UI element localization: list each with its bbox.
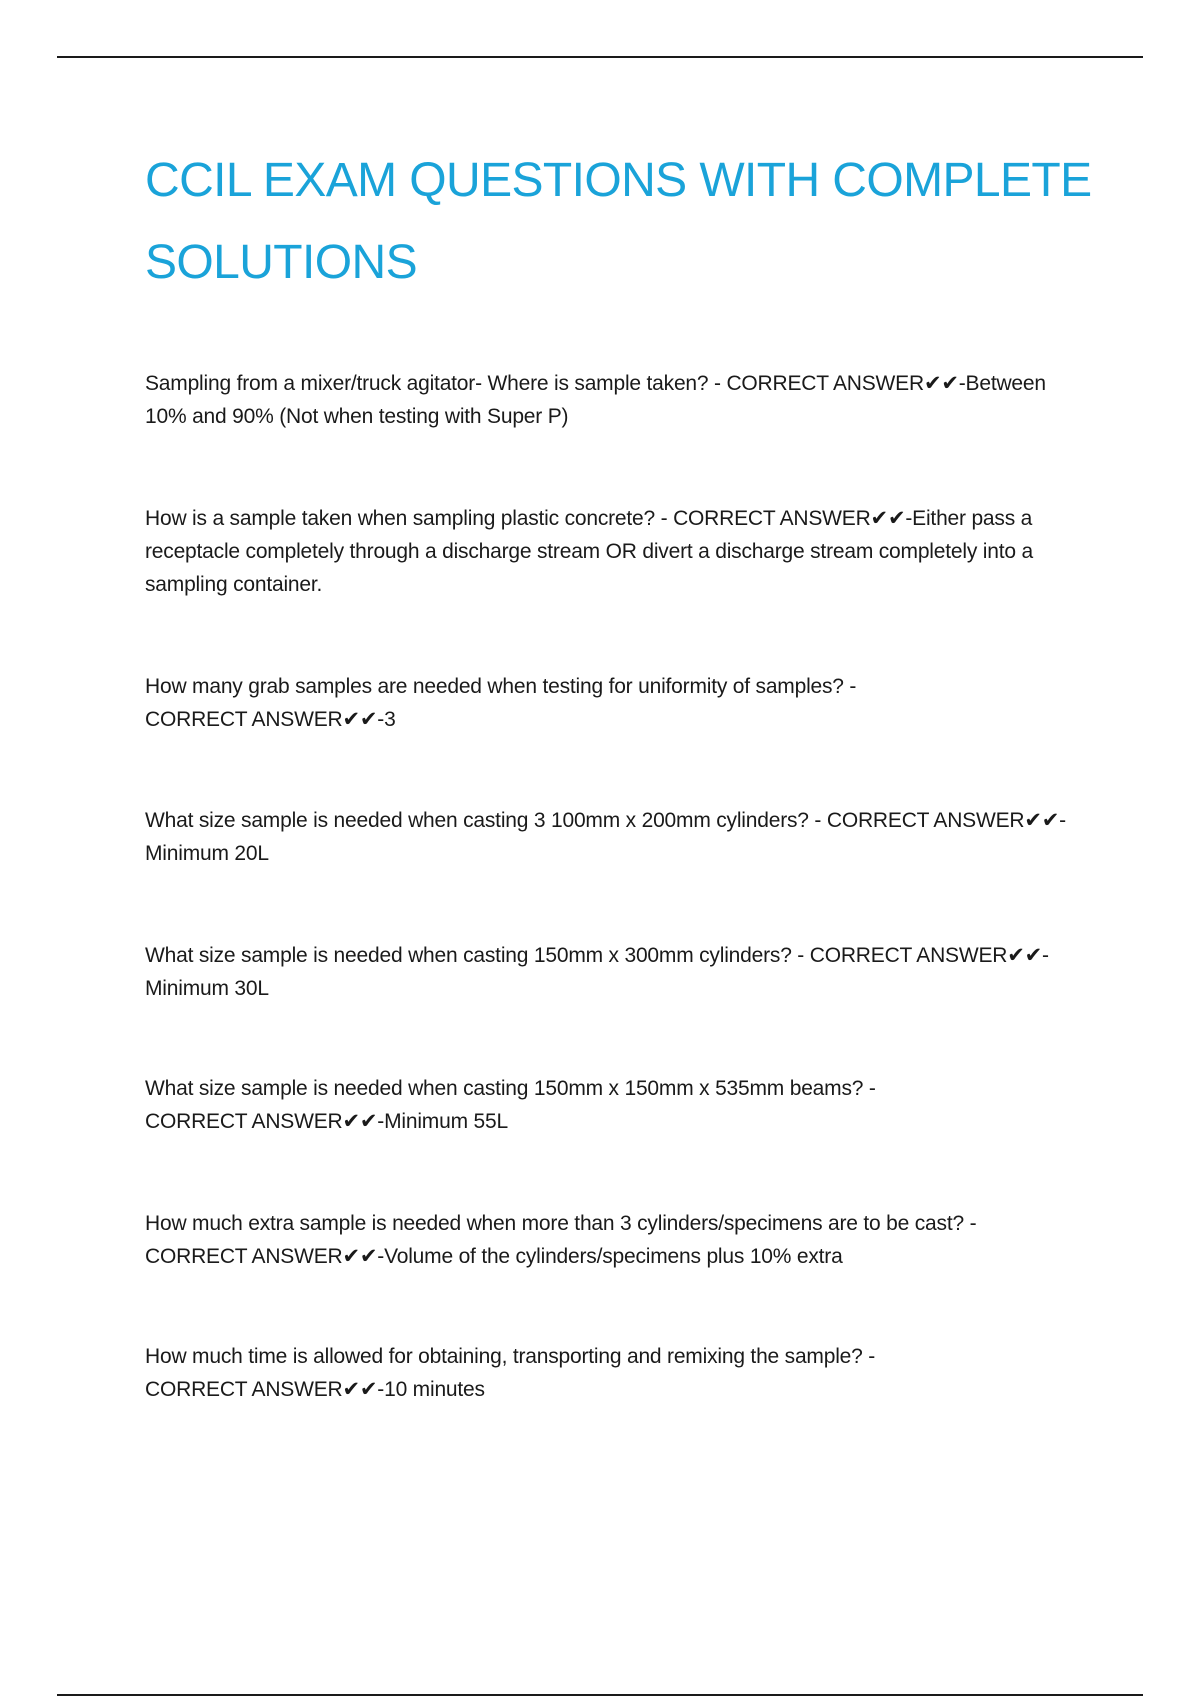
qa-item-7: How much extra sample is needed when more than 3 cylinders/specimens are to be cast? - CORRECT ANSWER✔✔-Volume of the cylinders/specimens plus 10% extra [145,1212,977,1268]
question-text: Sampling from a mixer/truck agitator- Where is sample taken? [145,372,709,395]
question-text: What size sample is needed when casting 3 100mm x 200mm cylinders? [145,809,809,832]
question-text: What size sample is needed when casting 150mm x 150mm x 535mm beams? [145,1077,864,1100]
question-text: How is a sample taken when sampling plastic concrete? [145,507,655,530]
answer-marker: CORRECT ANSWER✔✔ [809,944,1043,967]
answer-marker: CORRECT ANSWER✔✔ [726,372,959,395]
answer-text: 3 [384,708,396,731]
answer-text: Minimum 20L [145,842,269,865]
qa-item-8: How much time is allowed for obtaining, transporting and remixing the sample? - CORRECT ANSWER✔✔-10 minutes [145,1345,876,1401]
document-title: CCIL EXAM QUESTIONS WITH COMPLETE SOLUTIONS [145,154,1092,289]
answer-marker: CORRECT ANSWER✔✔ [145,708,378,731]
answer-text: Minimum 30L [145,977,269,1000]
answer-text: Volume of the cylinders/specimens plus 10% extra [384,1245,843,1268]
question-text: How much extra sample is needed when more than 3 cylinders/specimens are to be cast? [145,1212,964,1235]
question-text: How much time is allowed for obtaining, transporting and remixing the sample? [145,1345,863,1368]
qa-item-3: How many grab samples are needed when testing for uniformity of samples? - CORRECT ANSWER✔✔-3 [145,675,857,731]
answer-text: Either pass a receptacle completely through a discharge stream OR divert a discharge stream completely into a sampling container. [145,507,1033,596]
answer-text: Between 10% and 90% (Not when testing with Super P) [145,372,1046,428]
question-text: What size sample is needed when casting 150mm x 300mm cylinders? [145,944,792,967]
question-text: How many grab samples are needed when testing for uniformity of samples? [145,675,844,698]
answer-text: Minimum 55L [384,1110,508,1133]
answer-marker: CORRECT ANSWER✔✔ [826,809,1060,832]
answer-marker: CORRECT ANSWER✔✔ [145,1245,378,1268]
qa-item-4: What size sample is needed when casting 3 100mm x 200mm cylinders? - CORRECT ANSWER✔✔-Minimum 20L [145,809,1066,865]
bottom-rule [57,1694,1143,1696]
qa-item-6: What size sample is needed when casting 150mm x 150mm x 535mm beams? - CORRECT ANSWER✔✔-Minimum 55L [145,1077,876,1133]
answer-marker: CORRECT ANSWER✔✔ [145,1110,378,1133]
qa-item-5: What size sample is needed when casting 150mm x 300mm cylinders? - CORRECT ANSWER✔✔-Minimum 30L [145,944,1049,1000]
answer-text: 10 minutes [384,1378,485,1401]
top-rule [57,56,1143,58]
answer-marker: CORRECT ANSWER✔✔ [673,507,906,530]
qa-item-2: How is a sample taken when sampling plastic concrete? - CORRECT ANSWER✔✔-Either pass a receptacle completely through a discharge stream OR divert a discharge stream completely into a sampling container. [145,507,1033,596]
answer-marker: CORRECT ANSWER✔✔ [145,1378,378,1401]
qa-item-1: Sampling from a mixer/truck agitator- Where is sample taken? - CORRECT ANSWER✔✔-Between 10% and 90% (Not when testing with Super P) [145,372,1046,428]
